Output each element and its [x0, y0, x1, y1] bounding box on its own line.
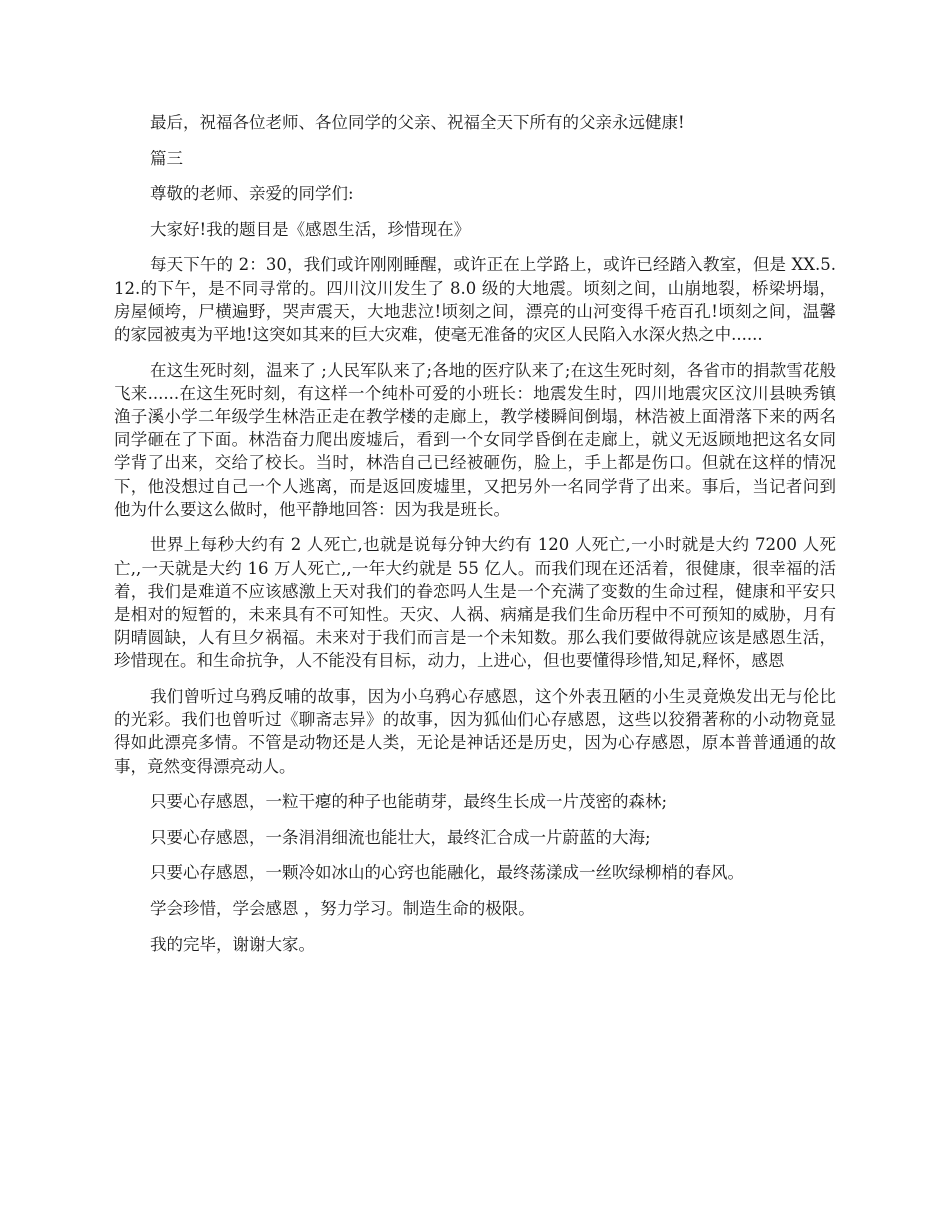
life-paragraph: 世界上每秒大约有 2 人死亡,也就是说每分钟大约有 120 人死亡,一小时就是大约 7200 人死亡,,一天就是大约 16 万人死亡,,一年大约就是 55 亿人。而我们现在还活着，很健康，很幸福的活着，我们是难道不应该感激上天对我们的眷恋吗人生是一个充满了变数的生命过程，健康和平安只是相对的短暂的，未来具有不可知性。天灾、人祸、病痛是我们生命历程中不可预知的威胁，月有阴晴圆缺，人有旦夕祸福。未来对于我们而言是一个未知数。那么我们要做得就应该是感恩生活，珍惜现在。和生命抗争，人不能没有目标，动力，上进心，但也要懂得珍惜,知足,释怀，感恩 [114, 535, 836, 671]
closing-thanks: 我的完毕，谢谢大家。 [150, 934, 315, 954]
closing-blessing-paragraph: 最后，祝福各位老师、各位同学的父亲、祝福全天下所有的父亲永远健康! [150, 113, 685, 132]
salutation: 尊敬的老师、亲爱的同学们: [150, 184, 354, 204]
section-heading: 篇三 [150, 148, 183, 168]
gratitude-line-1: 只要心存感恩，一粒干瘪的种子也能萌芽，最终生长成一片茂密的森林; [150, 792, 668, 812]
rescue-paragraph: 在这生死时刻，温来了 ;人民军队来了;各地的医疗队来了;在这生死时刻，各省市的捐款雪花般飞来......在这生死时刻，有这样一个纯朴可爱的小班长：地震发生时，四川地震灾区汶川县映秀镇渔子溪小学二年级学生林浩正走在教学楼的走廊上，教学楼瞬间倒塌，林浩被上面滑落下来的两名同学砸在了下面。林浩奋力爬出废墟后，看到一个女同学昏倒在走廊上，就义无返顾地把这名女同学背了出来，交给了校长。当时，林浩自己已经被砸伤，脸上，手上都是伤口。但就在这样的情况下，他没想过自己一个人逃离，而是返回废墟里，又把另外一名同学背了出来。事后，当记者问到他为什么要这么做时，他平静地回答：因为我是班长。 [114, 360, 836, 519]
document-body [114, 111, 836, 968]
gratitude-story-paragraph: 我们曾听过乌鸦反哺的故事，因为小乌鸦心存感恩，这个外表丑陋的小生灵竟焕发出无与伦比的光彩。我们也曾听过《聊斋志异》的故事，因为狐仙们心存感恩，这些以狡猾著称的小动物竟显得如此漂亮多情。不管是动物还是人类，无论是神话还是历史，因为心存感恩，原本普普通通的故事，竟然变得漂亮动人。 [114, 687, 836, 776]
cherish-paragraph: 学会珍惜，学会感恩 ，努力学习。制造生命的极限。 [150, 898, 535, 918]
gratitude-line-3: 只要心存感恩，一颗冷如冰山的心窍也能融化，最终荡漾成一丝吹绿柳梢的春风。 [150, 863, 744, 883]
earthquake-paragraph: 每天下午的 2：30，我们或许刚刚睡醒，或许正在上学路上，或许已经踏入教室，但是 XX.5.12.的下午，是不同寻常的。四川汶川发生了 8.0 级的大地震。顷刻之间，山崩地裂，桥梁坍塌，房屋倾垮，尸横遍野，哭声震天，大地悲泣!顷刻之间，漂亮的山河变得千疮百孔!顷刻之间，温馨的家园被夷为平地!这突如其来的巨大灾难，使毫无准备的灾区人民陷入水深火热之中...... [114, 255, 836, 344]
speech-title-paragraph: 大家好!我的题目是《感恩生活，珍惜现在》 [150, 219, 471, 239]
gratitude-line-2: 只要心存感恩，一条涓涓细流也能壮大，最终汇合成一片蔚蓝的大海; [150, 827, 651, 847]
